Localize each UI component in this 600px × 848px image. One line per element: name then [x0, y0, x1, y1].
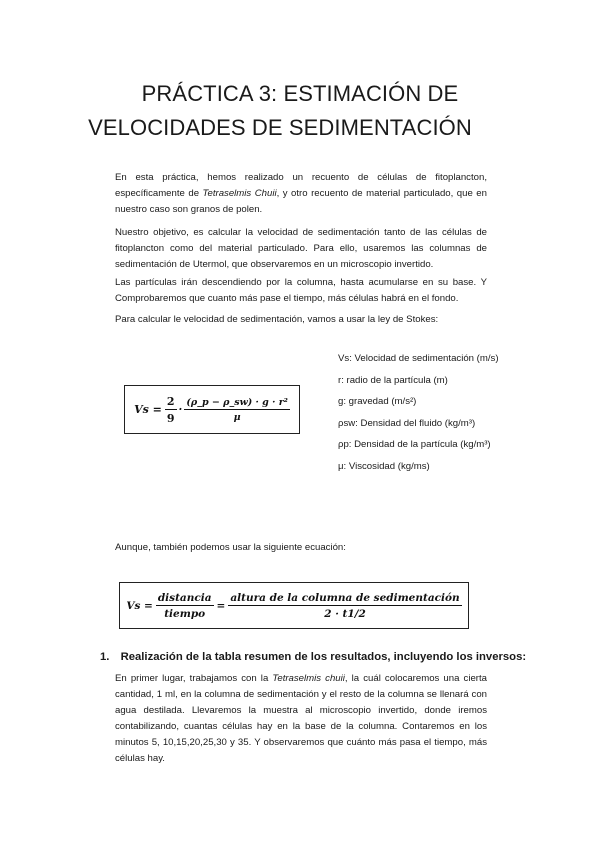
stokes-lhs: Vs =	[134, 403, 162, 416]
stokes-formula-box	[124, 385, 300, 434]
intro-paragraph-4: Para calcular le velocidad de sedimentación, vamos a usar la ley de Stokes:	[115, 314, 439, 325]
stokes-fraction: $\frac{\text{(ρ\_p − ρ\_sw) · g · r²}}{\mu}$	[186, 396, 288, 423]
distance-time-fraction: $\frac{\text{distancia}}{\text{tiempo}}$	[157, 591, 212, 620]
paragraph-alt-equation: Aunque, también podemos usar la siguiente ecuación:	[115, 542, 346, 553]
stokes-coefficient: $\frac{2}{9}$	[166, 394, 175, 425]
section-1-heading	[100, 651, 526, 663]
section-1-title: Realización de la tabla resumen de los resultados, incluyendo los inversos:	[120, 651, 527, 663]
legend-rho-sw: ρsw: Densidad del fluido (kg/m³)	[338, 417, 476, 429]
intro-paragraph-1: En esta práctica, hemos realizado un recuento de células de fitoplancton, específicamente de Tetraselmis Chuii, y otro recuento de material particulado, que en nuestro caso son granos de polen.	[115, 172, 487, 215]
legend-mu: μ: Viscosidad (kg/ms)	[338, 460, 430, 472]
stokes-variable-legend	[338, 352, 499, 481]
height-halflife-fraction: $\frac{\text{altura de la columna de sedimentación}}{2 \cdot t1/2}$	[230, 591, 460, 620]
velocity-lhs: Vs =	[126, 599, 153, 612]
legend-r: r: radio de la partícula (m)	[338, 374, 448, 386]
page-title-line1: PRÁCTICA 3: ESTIMACIÓN DE	[141, 81, 459, 106]
section-1-number: 1.	[100, 651, 110, 663]
legend-g: g: gravedad (m/s²)	[338, 396, 417, 407]
legend-rho-p: ρp: Densidad de la partícula (kg/m³)	[338, 439, 491, 450]
velocity-formula-box	[119, 582, 469, 629]
page-title-line2: VELOCIDADES DE SEDIMENTACIÓN	[88, 115, 472, 140]
legend-vs: Vs: Velocidad de sedimentación (m/s)	[338, 353, 499, 364]
velocity-formula: Vs = $\frac{\text{distancia}}{\text{tiempo}}$ = $\frac{\text{altura de la columna de sedimentación}}{2 \cdot t1/2}$	[126, 591, 460, 620]
section-1-paragraph: En primer lugar, trabajamos con la Tetraselmis chuii, la cuál colocaremos una cierta cantidad, 1 ml, en la columna de sedimentación y el resto de la columna se llenará con agua destilada. Llevaremos la muestra al microscopio invertido, donde iremos contabilizando, cuantas células hay en la base de la columna. Contaremos en los minutos 5, 10,15,20,25,30 y 35. Y observaremos que cuánto más pasa el tiempo, más células hay.	[115, 673, 487, 764]
intro-paragraph-3: Las partículas irán descendiendo por la columna, hasta acumularse en su base. Y Comprobaremos que cuanto más pase el tiempo, más células habrá en el fondo.	[115, 277, 487, 304]
stokes-formula: Vs = $\frac{2}{9}$ · $\frac{\text{(ρ\_p − ρ\_sw) · g · r²}}{\mu}$	[134, 394, 288, 425]
intro-paragraph-2: Nuestro objetivo, es calcular la velocidad de sedimentación tanto de las células de fitoplancton como del material particulado. Para ello, usaremos las columnas de sedimentación de Utermol, que observaremos en un microscopio invertido.	[115, 227, 487, 270]
